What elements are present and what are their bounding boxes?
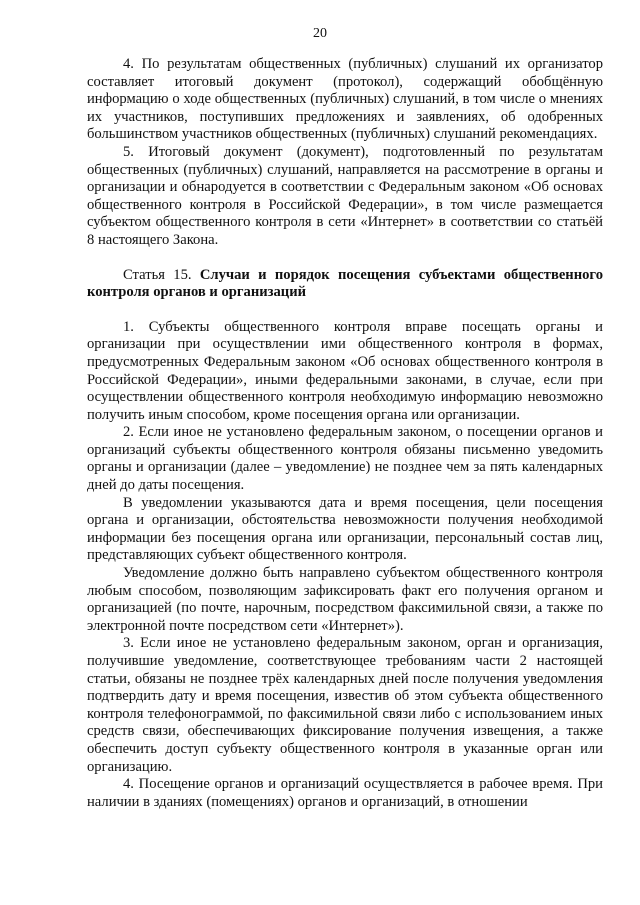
- article-number: Статья 15.: [123, 266, 192, 283]
- paragraph-notification-contents: В уведомлении указываются дата и время посещения, цели посещения органа и организации, обстоятельства невозможности получения необходимой информации без посещения органа или организации, персональный состав лиц, представляющих субъект общественного контроля.: [87, 494, 603, 564]
- paragraph-notification-delivery: Уведомление должно быть направлено субъектом общественного контроля любым способом, позволяющим зафиксировать факт его получения органом и организацией (по почте, нарочным, посредством факсимильной связи, а также по электронной почте посредством сети «Интернет»).: [87, 565, 603, 634]
- article-title: Случаи и порядок посещения субъектами общественного контроля органов и организаций: [87, 266, 603, 301]
- paragraph-5-final-document: 5. Итоговый документ (документ), подготовленный по результатам общественных (публичных) слушаний, направляется на рассмотрение в органы и организации и обнародуется в соответствии с Федеральным законом «Об основах общественного контроля в Российской Федерации», в том числе размещается субъектом общественного контроля в сети «Интернет» в соответствии со статьёй 8 настоящего Закона.: [87, 143, 603, 248]
- page-number: 20: [313, 26, 327, 41]
- paragraph-3-confirmation: 3. Если иное не установлено федеральным законом, орган и организация, получившие уведомление, соответствующее требованиям части 2 настоящей статьи, обязаны не позднее трёх календарных дней после получения уведомления подтвердить дату и время посещения, известив об этом субъекта общественного контроля телефонограммой, по факсимильной связи либо с использованием иных средств связи, обеспечивающих фиксирование получения извещения, а также обеспечить доступ субъекту общественного контроля в указанные орган или организацию.: [87, 635, 603, 775]
- document-body: [87, 56, 603, 811]
- article-15-heading: [87, 267, 603, 302]
- paragraph-4-hearings-protocol: 4. По результатам общественных (публичных) слушаний их организатор составляет итоговый документ (протокол), содержащий обобщённую информацию о ходе общественных (публичных) слушаний, в том числе о мнениях их участников, поступивших предложениях и заявлениях, об одобренных большинством участников общественных (публичных) слушаний рекомендациях.: [87, 56, 603, 143]
- paragraph-1-right-to-visit: 1. Субъекты общественного контроля вправе посещать органы и организации при осуществлении ими общественного контроля в формах, предусмотренных Федеральным законом «Об основах общественного контроля в Российской Федерации», иными федеральными законами, в случае, если при осуществлении общественного контроля необходимую информацию невозможно получить иным способом, кроме посещения органа или организации.: [87, 318, 603, 423]
- paragraph-2-notification: 2. Если иное не установлено федеральным законом, о посещении органов и организаций субъекты общественного контроля обязаны письменно уведомить органы и организации (далее – уведомление) не позднее чем за пять календарных дней до даты посещения.: [87, 424, 603, 494]
- paragraph-4-working-hours: 4. Посещение органов и организаций осуществляется в рабочее время. При наличии в зданиях (помещениях) органов и организаций, в отношении: [87, 776, 603, 810]
